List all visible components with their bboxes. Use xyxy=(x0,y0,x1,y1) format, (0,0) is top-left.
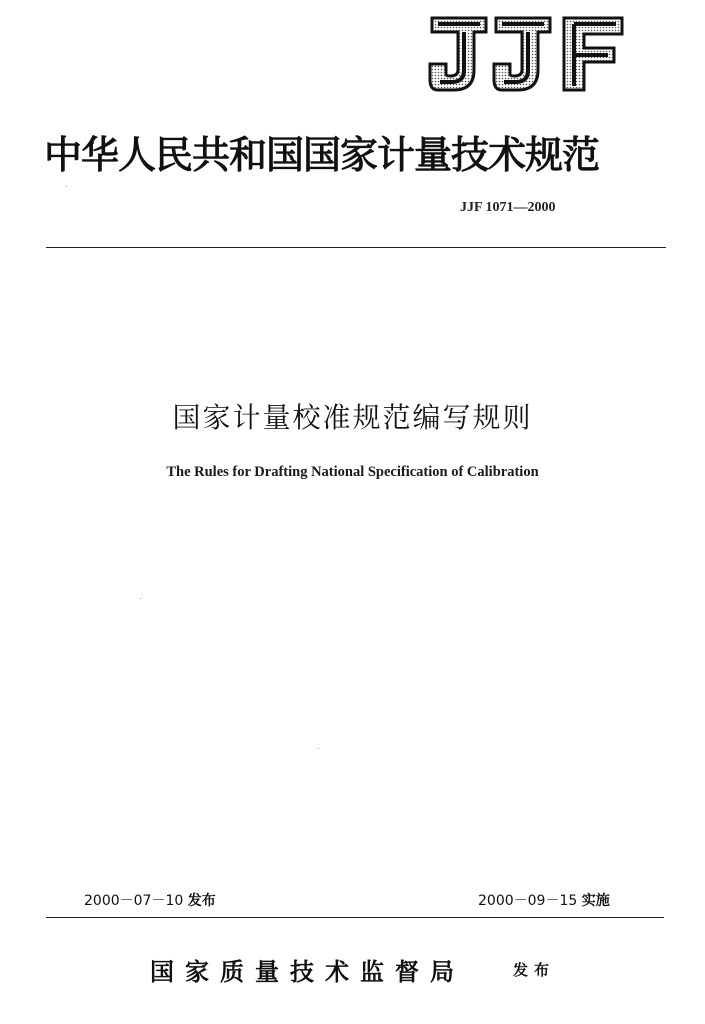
publisher-suffix: 发布 xyxy=(513,961,556,979)
document-title-en: The Rules for Drafting National Specification of Calibration xyxy=(166,464,539,480)
implement-date: 2000－09－15 xyxy=(478,893,578,909)
issue-label: 发布 xyxy=(187,893,216,909)
logo-letter-j2 xyxy=(494,18,550,90)
implement-date-line xyxy=(478,890,610,910)
logo-letter-f xyxy=(564,18,622,90)
footer-divider xyxy=(46,917,664,918)
issue-date: 2000－07－10 xyxy=(84,893,184,909)
document-title-cn: 国家计量校准规范编写规则 xyxy=(172,401,533,434)
scan-speck xyxy=(318,748,319,749)
header-divider xyxy=(46,247,666,248)
scan-speck xyxy=(66,186,67,187)
jjf-logo xyxy=(428,14,624,94)
logo-letter-j1 xyxy=(430,18,486,90)
implement-label: 实施 xyxy=(581,893,610,909)
scan-speck xyxy=(140,598,141,599)
series-title: 中华人民共和国国家计量技术规范 xyxy=(44,132,600,177)
issue-date-line xyxy=(84,890,216,910)
standard-number: JJF 1071—2000 xyxy=(460,200,556,215)
publisher-name: 国家质量技术监督局 xyxy=(150,957,465,986)
